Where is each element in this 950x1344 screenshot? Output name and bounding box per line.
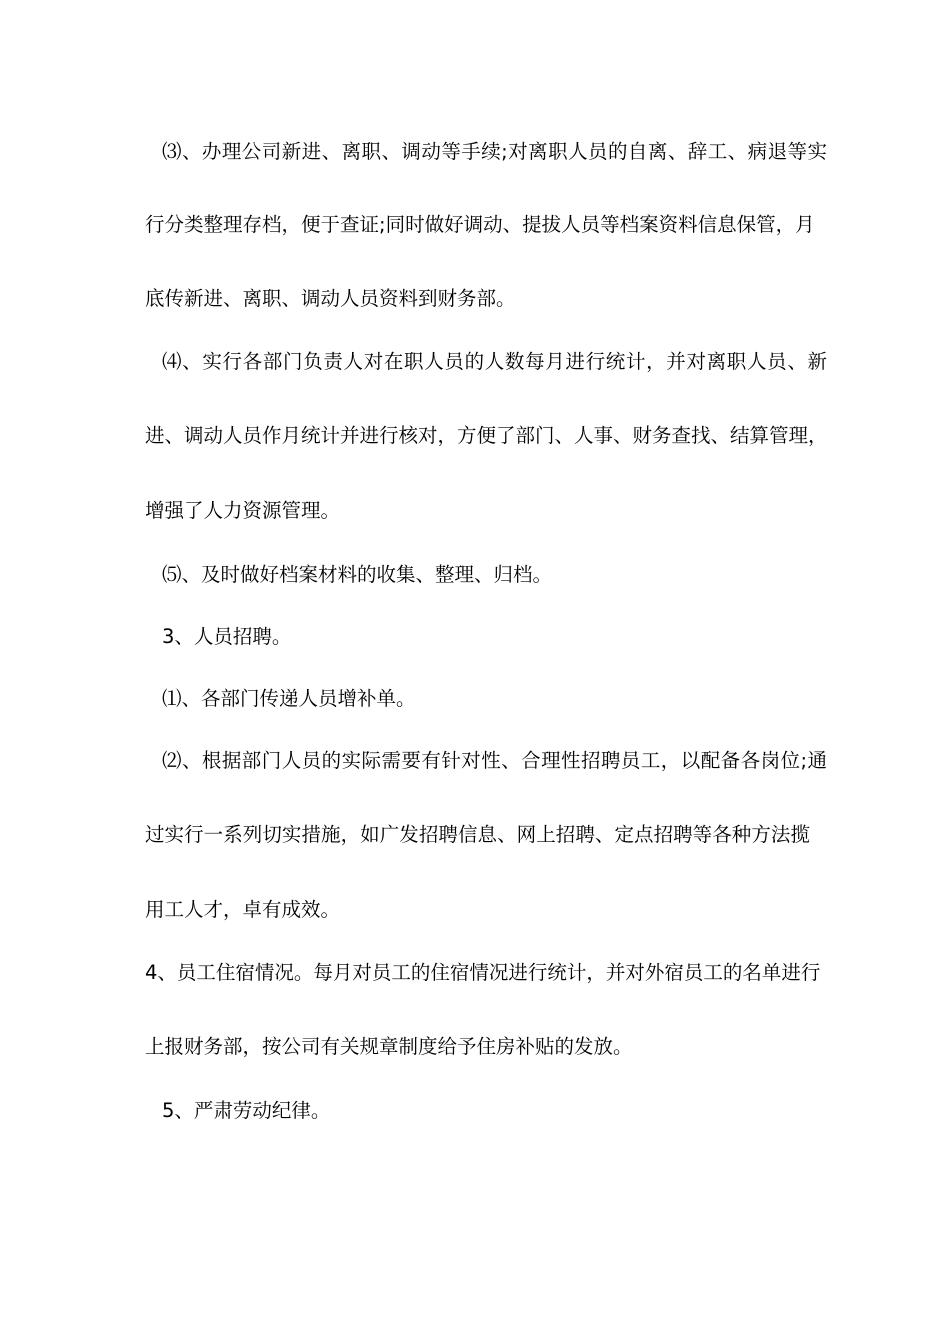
paragraph-line: ⑶、办理公司新进、离职、调动等手续;对离职人员的自离、辞工、病退等实 [162, 140, 827, 163]
section-heading: 5、严肃劳动纪律。 [162, 1099, 331, 1122]
paragraph-line: 增强了人力资源管理。 [145, 499, 341, 522]
paragraph-line: 过实行一系列切实措施，如广发招聘信息、网上招聘、定点招聘等各种方法揽 [145, 823, 810, 846]
paragraph-line: ⑸、及时做好档案材料的收集、整理、归档。 [162, 563, 553, 586]
paragraph-line: 上报财务部，按公司有关规章制度给予住房补贴的发放。 [145, 1035, 633, 1058]
paragraph-line: 用工人才，卓有成效。 [145, 898, 341, 921]
paragraph-line: ⑷、实行各部门负责人对在职人员的人数每月进行统计，并对离职人员、新 [162, 350, 827, 373]
paragraph-line: 底传新进、离职、调动人员资料到财务部。 [145, 287, 516, 310]
paragraph-line: ⑵、根据部门人员的实际需要有针对性、合理性招聘员工，以配备各岗位;通 [162, 749, 827, 772]
paragraph-line: 进、调动人员作月统计并进行核对，方便了部门、人事、财务查找、结算管理， [145, 424, 828, 447]
paragraph-line: 行分类整理存档，便于查证;同时做好调动、提拔人员等档案资料信息保管，月 [145, 213, 815, 236]
paragraph-line: ⑴、各部门传递人员增补单。 [162, 687, 416, 710]
paragraph-line: 4、员工住宿情况。每月对员工的住宿情况进行统计，并对外宿员工的名单进行 [145, 961, 821, 984]
section-heading: 3、人员招聘。 [162, 625, 292, 648]
